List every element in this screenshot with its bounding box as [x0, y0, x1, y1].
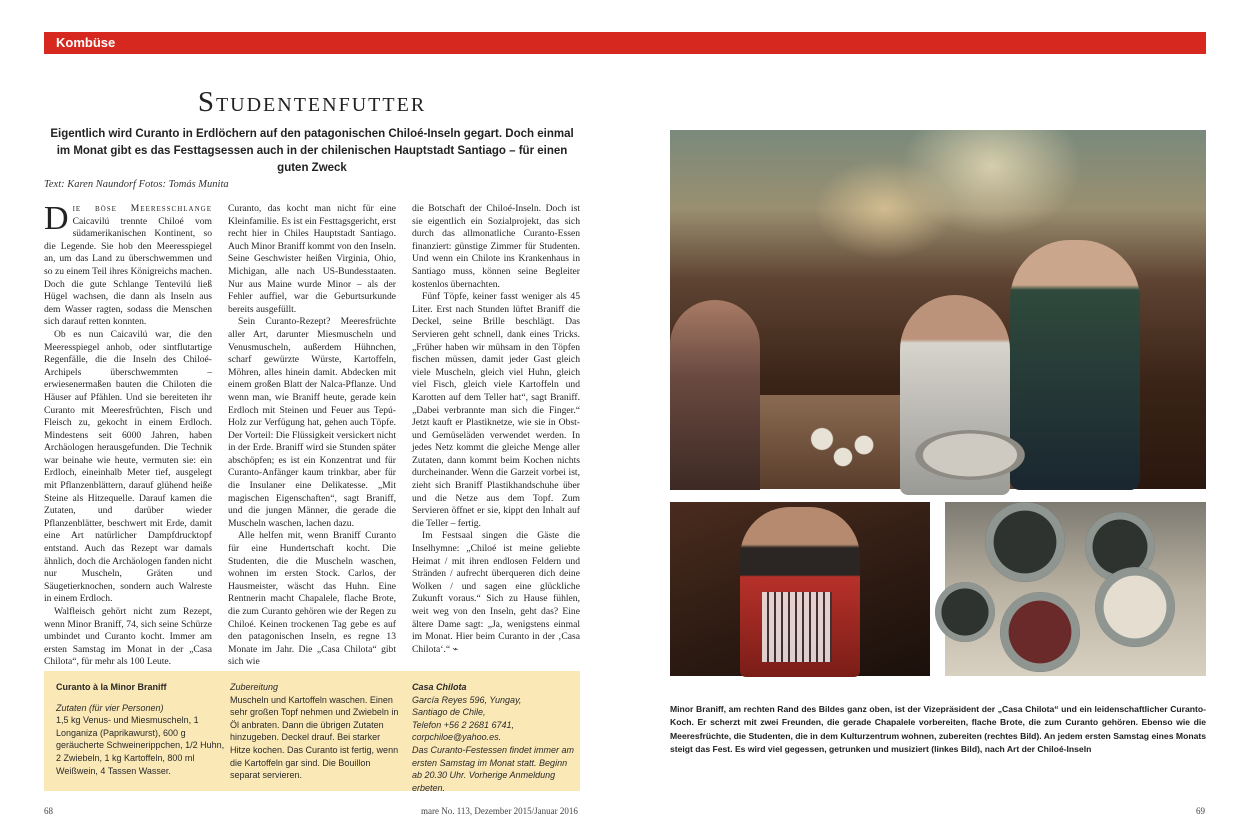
recipe-ingredient-list: 1,5 kg Venus- und Miesmuscheln, 1 Longaniza (Paprikawurst), 600 g geräucherte Schweinerippchen, 1/2 Huhn, 2 Zwiebeln, 1 kg Kartoffeln, 800 ml Weißwein, 4 Tassen Wasser.	[56, 715, 225, 776]
page-number-left: 68	[44, 806, 53, 816]
photo-pot	[1000, 592, 1080, 672]
section-label: Kombüse	[56, 35, 116, 50]
paragraph: Alle helfen mit, wenn Braniff Curanto für eine Hundertschaft kocht. Die Studenten, die die Muscheln waschen, wohnen im ersten Stock. Carlos, der Hausmeister, wäscht das Huhn. Eine Rentnerin macht Chapalele, flache Brote, die zum Curanto gehören wie der Regen zu Chiloé. Keinen trockenen Tag gebe es auf den patagonischen Inseln, es regne 13 Monate im Jahr. Die „Casa Chilota“ gibt sich wie	[228, 530, 396, 668]
venue-phone: Telefon +56 2 2681 6741,	[412, 719, 515, 730]
recipe-box	[44, 671, 580, 791]
recipe-prep-text: Muscheln und Kartoffeln waschen. Einen sehr großen Topf nehmen und Zwiebeln in Öl anbraten. Dann die übrigen Zutaten hinzugeben. Deckel drauf. Bei starker Hitze kochen. Das Curanto ist fertig, wenn die Kartoffeln gar sind. Die Bouillon separat servieren.	[230, 694, 399, 781]
photo-main-kitchen-scene	[670, 130, 1206, 489]
venue-note: Das Curanto-Festessen findet immer am ersten Samstag im Monat statt. Beginn ab 20.30 Uhr. Vorherige Anmeldung erbeten.	[412, 744, 575, 793]
venue-email: corpchiloe@yahoo.es.	[412, 732, 502, 743]
venue-address-line: García Reyes 596, Yungay,	[412, 694, 522, 705]
paragraph: die Botschaft der Chiloé-Inseln. Doch ist sie eigentlich ein Sozialprojekt, das sich durch das allmonatliche Curanto-Essen finanziert: günstige Zimmer für Studenten. Und wenn ein Chilote ins Krankenhaus in Santiago muss, können seine Begleiter kostenlos übernachten.	[412, 203, 580, 290]
photo-accordion-player	[670, 502, 930, 676]
text-column-2	[228, 203, 396, 668]
photo-dough	[780, 415, 920, 475]
paragraph-text: Caicavilú trennte Chiloé vom südamerikanischen Kontinent, so die Legende. Sie hob den Meeresspiegel an, um das Land zu überschwemmen und so zu einem Teil ihres Königreichs machen. Doch die gute Schlange Tentevilú ließ Hügel wachsen, die dann als Inseln aus dem Wasser ragten, sodass die Menschen sich darauf retten konnten.	[44, 215, 212, 328]
photo-tray	[915, 430, 1025, 480]
article-lede: Eigentlich wird Curanto in Erdlöchern auf den patagonischen Chiloé-Inseln gegart. Doch einmal im Monat gibt es das Festtagsessen auch in der chilenischen Hauptstadt Santiago – für einen guten Zweck	[50, 128, 574, 174]
recipe-venue	[412, 681, 576, 794]
photo-pot	[985, 502, 1065, 582]
issue-line: mare No. 113, Dezember 2015/Januar 2016	[421, 806, 578, 816]
paragraph: Fünf Töpfe, keiner fasst weniger als 45 Liter. Erst nach Stunden lüftet Braniff die Deckel, seine Brille beschlägt. Das Servieren geht schnell, dank eines Tricks. „Früher haben wir mühsam in den Töpfen fischen müssen, damit jeder Gast gleich viele Muscheln, gleich viel Huhn, gleich viel Fisch, gleich viele Kartoffeln und Karotten auf dem Teller hat“, sagt Braniff. „Dabei verbrannte man sich die Finger.“ Jetzt kauft er Plastiknetze, wie sie in Obst- und Gemüseläden verwendet werden. In jedes Netz kommt die gleiche Menge aller Zutaten, dann kommt beim Kochen nichts durcheinander. Wenn die Garzeit vorbei ist, zieht sich Braniff Plastikhandschuhe über und die Netze aus dem Topf. Zum Servieren öffnet er sie, kippt den Inhalt auf die Teller – fertig.	[412, 291, 580, 529]
paragraph: Curanto, das kocht man nicht für eine Kleinfamilie. Es ist ein Festtagsgericht, erst recht hier in Chiles Hauptstadt Santiago. Auch Minor Braniff kommt von den Inseln. Seine Geschwister heißen Virginia, Ohio, Michigan, alle nach US-Bundesstaaten. Nur aus Maine wurde Minor – als der Fehler auffiel, war die Geburtsurkunde bereits ausgefüllt.	[228, 203, 396, 315]
recipe-ingredients	[56, 681, 231, 777]
photo-person-left	[670, 300, 760, 490]
article-title: Studentenfutter	[197, 86, 427, 118]
page-number-right: 69	[1196, 806, 1205, 816]
venue-address-line: Santiago de Chile,	[412, 707, 486, 718]
recipe-servings: Zutaten (für vier Personen)	[56, 702, 164, 713]
photo-cooking-pots	[945, 502, 1206, 676]
paragraph: Sein Curanto-Rezept? Meeresfrüchte aller Art, darunter Miesmuscheln und Venusmuscheln, außerdem Hühnchen, scharf gewürzte Würste, Kartoffeln, Möhren, alles hinein damit. Abdecken mit einem großen Blatt der Nalca-Pflanze. Und wenn man, wie Braniff heute, gerade kein Erdloch mit Steinen und Feuer aus Tepú-Holz zur Verfügung hat, gehen auch Töpfe. Der Vorteil: Die Flüssigkeit versickert nicht in der Erde. Braniff wird sie Stunden später abschöpfen; es ist ein Konzentrat und für Curanto-Anfänger kaum trinkbar, aber für die Insulaner eine Delikatesse. „Mit magischen Eigenschaften“, sagt Braniff, und die jungen Männer, die gerade die Muscheln waschen, lachen dazu.	[228, 316, 396, 529]
text-column-3	[412, 203, 580, 653]
section-banner	[44, 32, 1206, 54]
paragraph: Walfleisch gehört nicht zum Rezept, wenn Minor Braniff, 74, sich seine Schürze umbindet und Curanto kocht. Immer am ersten Samstag im Monat in der „Casa Chilota“, für mehr als 100 Leute.	[44, 606, 212, 668]
paragraph: Ob es nun Caicavilú war, die den Meeresspiegel anhob, oder sintflutartige Regenfälle, die die Inseln des Chiloé-Archipels überschwemmten – erwiesenermaßen bauten die Chiloten die Häuser auf Pfählen. Und sie bereiteten ihr Curanto mit Meeresfrüchten, Fisch und Fleisch zu, gekocht in einem Erdloch. Mindestens seit 6000 Jahren, haben Archäologen herausgefunden. Die Technik war beinahe wie heute, vermuten sie: ein Erdloch, eineinhalb Meter tief, ausgelegt mit Pflanzenblättern, darauf glühend heiße Steine als Hitzequelle. Darauf kamen die Zutaten, und darüber wieder Pflanzenblätter, beschwert mit Erde, damit eine Art natürlicher Dampfdrucktopf entstand. Auch das Rezept war damals ähnlich, doch die Archäologen fanden nicht nur Muscheln, Gräten und Säugetierknochen, sondern auch Walreste in einem Erdloch.	[44, 328, 212, 605]
drop-cap: D	[44, 200, 69, 237]
recipe-title: Curanto à la Minor Braniff	[56, 682, 167, 692]
opener-text: ie böse Meeresschlange	[72, 203, 212, 214]
photo-pot	[935, 582, 995, 642]
recipe-preparation	[230, 681, 402, 782]
photo-pot	[1095, 567, 1175, 647]
photo-caption: Minor Braniff, am rechten Rand des Bildes ganz oben, ist der Vizepräsident der „Casa Chilota“ und ein leidenschaftlicher Curanto-Koch. Er scherzt mit zwei Freunden, die gerade Chapalele vorbereiten, flache Brote, die zum Curanto gehören. Ebenso wie die Meeresfrüchte, die Studenten, die in dem Kulturzentrum wohnen, zubereiten (rechtes Bild). An jedem ersten Samstag eines Monats steigt das Fest. Es wird viel gegessen, getrunken und musiziert (linkes Bild), nach Art der Chiloé-Inseln	[670, 704, 1206, 754]
paragraph	[44, 200, 212, 329]
photo-person-right	[1010, 240, 1140, 490]
recipe-prep-title: Zubereitung	[230, 682, 279, 692]
venue-title: Casa Chilota	[412, 682, 467, 692]
text-column-1	[44, 200, 212, 668]
article-credits: Text: Karen Naundorf Fotos: Tomás Munita	[44, 179, 229, 190]
photo-accordion-keys	[762, 592, 832, 662]
paragraph: Im Festsaal singen die Gäste die Inselhymne: „Chiloé ist meine geliebte Heimat / mit ihren endlosen Feldern und Stränden / aufrecht überqueren dich deine Wolken / und sagen eine glückliche Zukunft voraus.“ Sich zu Hause fühlen, weit weg von den Inseln, geht das? Eine ältere Dame sagt: „Ja, wenigstens einmal im Monat. Hier beim Curanto in der ‚Casa Chilota‘.“ ⌁	[412, 530, 580, 655]
